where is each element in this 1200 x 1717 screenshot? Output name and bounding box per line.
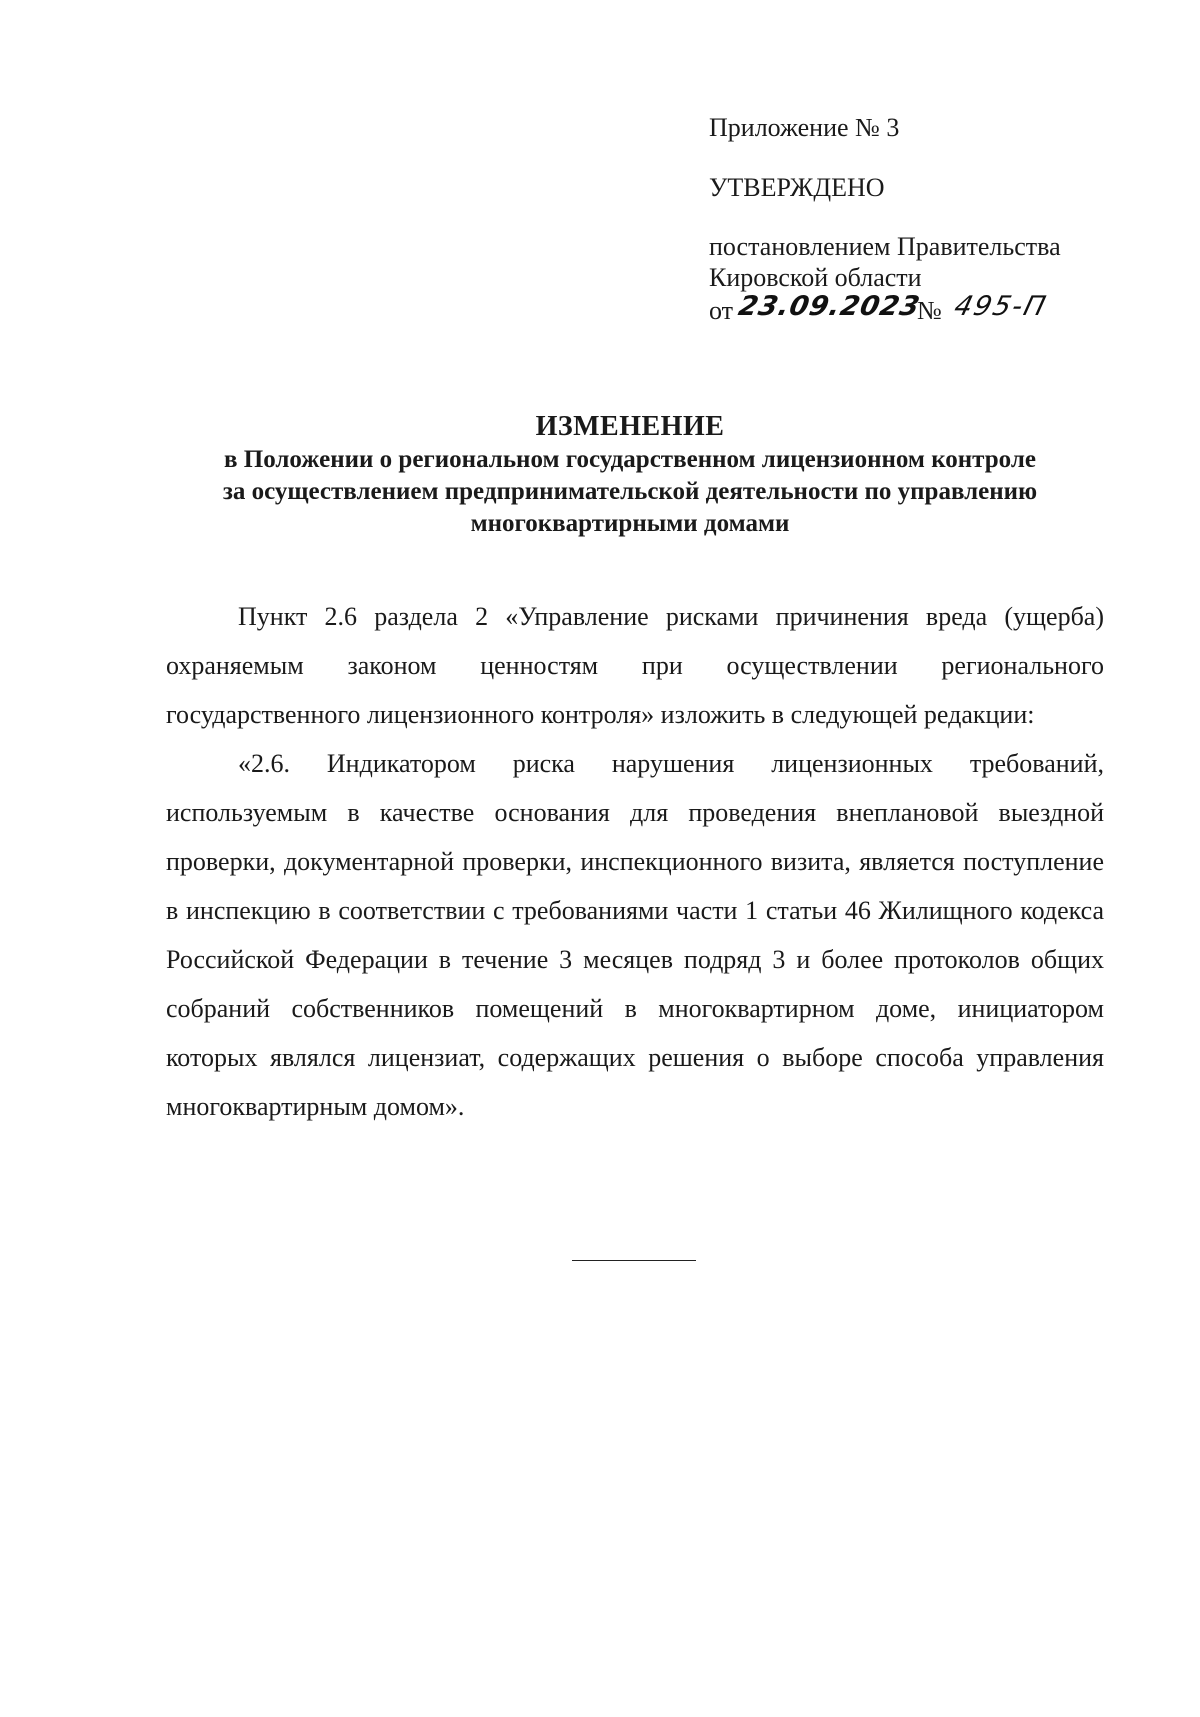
approved-stamp-text: УТВЕРЖДЕНО xyxy=(709,173,885,202)
title-main: ИЗМЕНЕНИЕ xyxy=(535,411,725,442)
appendix-label: Приложение № 3 xyxy=(709,113,900,142)
title-sub-line-1: в Положении о региональном государственном лицензионном контроле xyxy=(224,446,1036,473)
handwritten-date: 23.09.2023 xyxy=(735,291,924,322)
number-label: № xyxy=(917,296,942,325)
body-paragraph-1: Пункт 2.6 раздела 2 «Управление рисками причинения вреда (ущерба) охраняемым законом ценностям при осуществлении регионального государственного лицензионного контроля» изложить в следующей редакции: xyxy=(166,602,1104,729)
approval-block xyxy=(709,112,1149,329)
body-paragraph-2: «2.6. Индикатором риска нарушения лицензионных требований, используемым в качестве основания для проведения внеплановой выездной проверки, документарной проверки, инспекционного визита, является поступление в инспекцию в соответствии с требованиями части 1 статьи 46 Жилищного кодекса Российской Федерации в течение 3 месяцев подряд 3 и более протоколов общих собраний собственников помещений в многоквартирном доме, инициатором которых являлся лицензиат, содержащих решения о выборе способа управления многоквартирным домом». xyxy=(166,749,1104,1121)
handwritten-number: 495-П xyxy=(951,291,1051,322)
document-title xyxy=(130,410,1130,540)
closing-rule xyxy=(572,1260,696,1261)
title-sub-line-3: многоквартирными домами xyxy=(470,510,790,537)
title-sub-line-2: за осуществлением предпринимательской деятельности по управлению xyxy=(222,478,1038,505)
decree-line-1: постановлением Правительства xyxy=(709,232,1061,261)
decree-date-number-row xyxy=(709,293,1149,329)
document-body xyxy=(166,592,1104,1131)
decree-line-2: Кировской области xyxy=(709,263,922,292)
from-label: от xyxy=(709,296,734,325)
